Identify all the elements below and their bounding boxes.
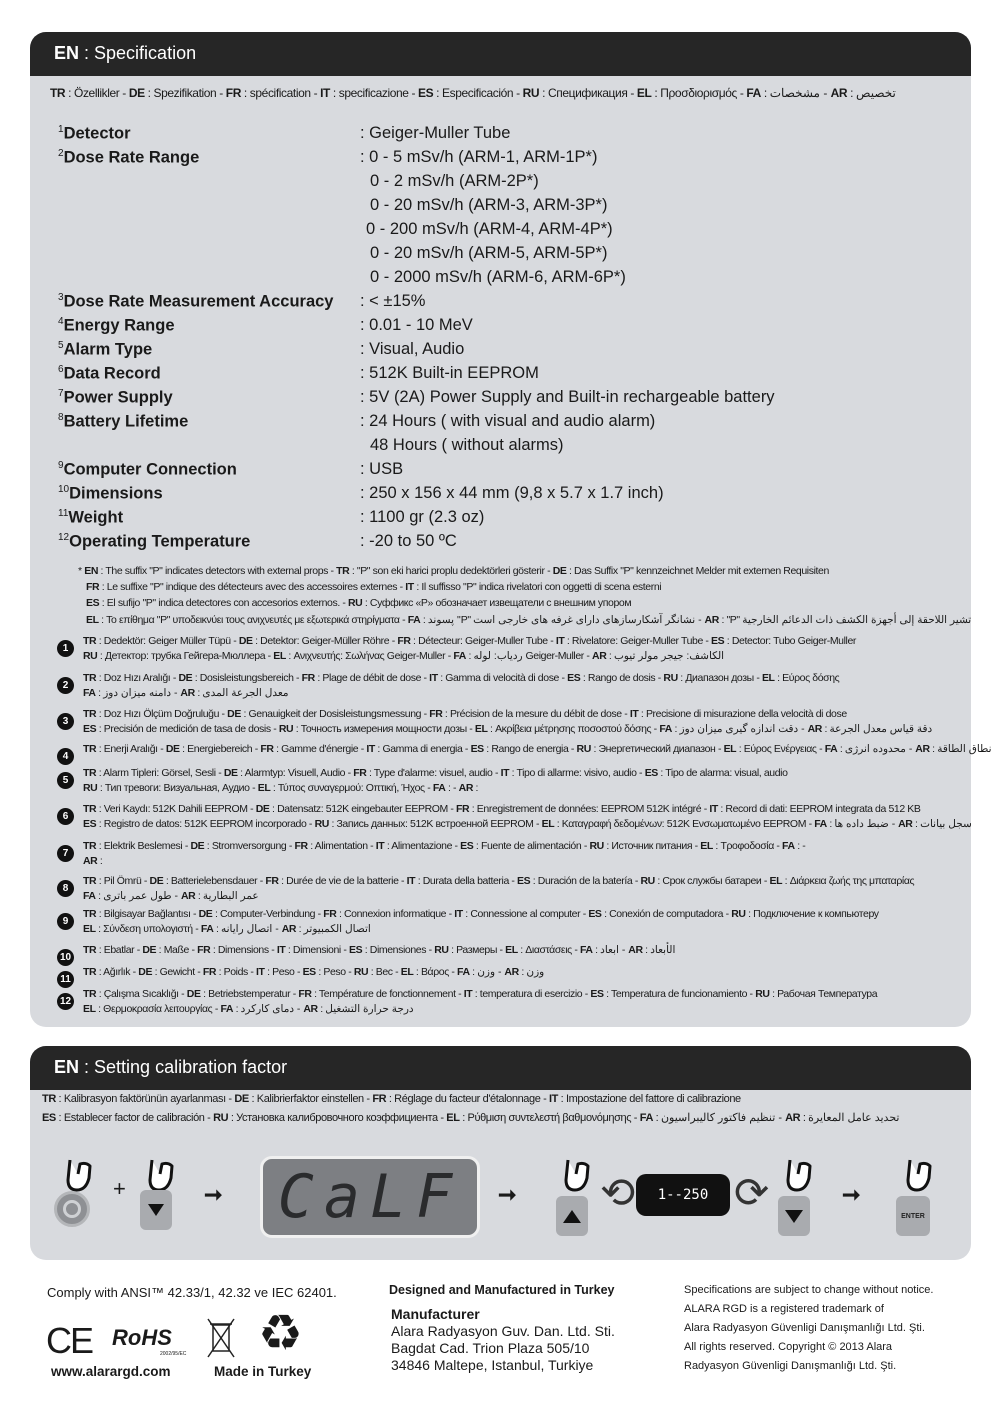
- arrow-right-icon: ➞: [842, 1182, 861, 1207]
- website[interactable]: www.alarargd.com: [51, 1364, 171, 1379]
- calibration-translation-1: TR : Kalibrasyon faktörünün ayarlanması - DE : Kalibrierfaktor einstellen - FR : Réglage du facteur d'étalonnage - IT : Impostazione del fattore di calibrazione: [42, 1093, 741, 1105]
- spec-value: [360, 196, 607, 215]
- footnote-number: 7: [58, 388, 64, 399]
- power-button[interactable]: [54, 1191, 90, 1227]
- footnote-number: 6: [58, 364, 64, 375]
- footnote-line: FA : طول عمر باتری - AR : عمر البطارية: [83, 890, 259, 902]
- footnote-line: TR : Dedektör: Geiger Müller Tüpü - DE : Detektor: Geiger-Müller Röhre - FR : Détecteur: Geiger-Muller Tube - IT : Rivelatore: Geiger-Muller Tube - ES : Detector: Tubo Geiger-Muller: [83, 635, 857, 647]
- spec-label-text: Data Record: [63, 364, 161, 383]
- spec-value-text: 0 - 200 mSv/h (ARM-4, ARM-4P*): [366, 220, 613, 238]
- footnote-number-badge: 12: [57, 993, 74, 1010]
- footnote-number: 8: [58, 412, 64, 423]
- calibration-header: EN : Setting calibration factor: [30, 1046, 971, 1090]
- spec-label-text: Dimensions: [69, 484, 163, 503]
- spec-label-text: Detector: [63, 124, 131, 143]
- spec-value: [360, 436, 563, 455]
- spec-label: [58, 292, 333, 312]
- spec-label-text: Dose Rate Range: [63, 148, 200, 167]
- spec-value-text: -20 to 50 ºC: [369, 532, 457, 550]
- colon: :: [360, 412, 370, 430]
- spec-value: [360, 148, 597, 167]
- spec-value: [360, 268, 626, 287]
- display-text: CaLF: [277, 1162, 463, 1232]
- footnote-line: TR : Bilgisayar Bağlantısı - DE : Computer-Verbindung - FR : Connexion informatique - IT : Connessione al computer - ES : Conexión de computadora - RU : Подключение к компьютеру: [83, 908, 879, 920]
- footnote-number-badge: 3: [57, 713, 74, 730]
- header-title: Setting calibration factor: [94, 1057, 288, 1077]
- spec-label: [58, 484, 163, 504]
- footnote-line: RU : Детектор: трубка Гейгера-Мюллера - EL : Ανιχνευτής: Σωλήνας Geiger-Muller - FA : ردیاب: لوله Geiger-Muller - AR : الكاشف: جيجر مولر تيوب: [83, 650, 725, 662]
- footnote-line: TR : Doz Hızı Ölçüm Doğruluğu - DE : Genauigkeit der Dosisleistungsmessung - FR : Précision de la mesure du débit de dose - IT : Precisione di misurazione della velocità di dose: [83, 708, 847, 720]
- header-title: Specification: [94, 43, 197, 63]
- manufacturer-label: Manufacturer: [391, 1306, 480, 1322]
- footnote-line: EL : Σύνδεση υπολογιστή - FA : اتصال رایانه - AR : اتصال الكمبيوتر: [83, 923, 371, 935]
- spec-value-text: Visual, Audio: [369, 340, 465, 358]
- spec-value: [360, 124, 510, 143]
- footnote-line: AR :: [83, 855, 103, 867]
- spec-label: [58, 340, 152, 360]
- range-display: 1--250: [636, 1174, 730, 1216]
- footnote-number: 1: [58, 124, 64, 135]
- spec-value-text: 0.01 - 10 MeV: [369, 316, 473, 334]
- colon: :: [360, 484, 370, 502]
- spec-value-text: 24 Hours ( with visual and audio alarm): [369, 412, 656, 430]
- spec-label-text: Battery Lifetime: [63, 412, 189, 431]
- plus-sign: +: [113, 1176, 126, 1201]
- footnote-number: 2: [58, 148, 64, 159]
- spec-value: [360, 508, 484, 527]
- spec-value-text: 0 - 5 mSv/h (ARM-1, ARM-1P*): [369, 148, 598, 166]
- arrow-right-icon: ➞: [204, 1182, 223, 1207]
- footnote-number: 3: [58, 292, 64, 303]
- spec-label: [58, 364, 161, 384]
- down-button[interactable]: [140, 1190, 172, 1230]
- address-line: 34846 Maltepe, Istanbul, Turkiye: [391, 1357, 594, 1373]
- spec-label-text: Power Supply: [63, 388, 173, 407]
- colon: :: [360, 292, 370, 310]
- spec-value: [360, 484, 664, 503]
- rohs-directive: 2002/95/EC: [160, 1351, 187, 1357]
- legal-line: ALARA RGD is a registered trademark of: [684, 1303, 884, 1315]
- spec-value: [360, 364, 539, 383]
- spec-value-text: 48 Hours ( without alarms): [370, 436, 564, 454]
- footnote-number-badge: 8: [57, 880, 74, 897]
- spec-value: [360, 220, 613, 239]
- spec-label-text: Computer Connection: [63, 460, 237, 479]
- footnote-number-badge: 5: [57, 772, 74, 789]
- suffix-note-line: EL : Το επίθημα "P" υποδεικνύει τους ανιχνευτές με εξωτερικά στηρίγματα - FA : پسوند "P" نشانگر آشکارسازهای دارای غرفه های خارجی است - AR : "P" تشير اللاحقة إلى أجهزة الكشف ذات الدعائم الخارجية: [86, 614, 972, 626]
- power-icon: [63, 1200, 81, 1218]
- footnote-number-badge: 6: [57, 808, 74, 825]
- spec-label-text: Alarm Type: [63, 340, 153, 359]
- footnote-number-badge: 2: [57, 677, 74, 694]
- enter-button[interactable]: [896, 1196, 930, 1236]
- spec-value-text: 0 - 2000 mSv/h (ARM-6, ARM-6P*): [370, 268, 626, 286]
- footnote-line: TR : Doz Hızı Aralığı - DE : Dosisleistungsbereich - FR : Plage de débit de dose - IT : Gamma di velocità di dose - ES : Rango de dosis - RU : Диапазон дозы - EL : Εύρος δόσης: [83, 672, 840, 684]
- footnote-number: 5: [58, 340, 64, 351]
- spec-value: [360, 340, 464, 359]
- spec-value-text: < ±15%: [369, 292, 426, 310]
- footnote-line: ES : Registro de datos: 512K EEPROM incorporado - RU : Запись данных: 512K встроенной EEPROM - EL : Καταγραφή δεδομένων: 512K Ενσωματωμένο EEPROM - FA : ضبط داده ها - AR : سجل بيانات: [83, 818, 972, 830]
- colon: :: [360, 124, 370, 142]
- colon: :: [360, 532, 370, 550]
- down-triangle-icon: [148, 1204, 164, 1216]
- footnote-number: 12: [58, 532, 70, 543]
- ce-logo: CE: [46, 1320, 93, 1361]
- spec-value: [360, 532, 457, 551]
- spec-label: [58, 412, 188, 432]
- designed-text: Designed and Manufactured in Turkey: [389, 1283, 615, 1297]
- legal-line: Radyasyon Güvenligi Danışmanlığı Ltd. Şti.: [684, 1360, 897, 1372]
- footnote-line: TR : Çalışma Sıcaklığı - DE : Betriebstemperatur - FR : Température de fonctionnement - IT : temperatura di esercizio - ES : Temperatura de funcionamiento - RU : Рабочая Температура: [83, 988, 878, 1000]
- spec-value: [360, 244, 607, 263]
- colon: :: [360, 508, 370, 526]
- finger-press-icon: [782, 1158, 812, 1192]
- footnote-number: 11: [58, 508, 69, 519]
- spec-value-text: USB: [369, 460, 404, 478]
- footnote-number-badge: 9: [57, 913, 74, 930]
- spec-value-text: 250 x 156 x 44 mm (9,8 x 5.7 x 1.7 inch): [369, 484, 664, 502]
- legal-line: Specifications are subject to change without notice.: [684, 1284, 934, 1296]
- arrow-right-icon: ➞: [498, 1182, 517, 1207]
- footnote-line: EL : Θερμοκρασία λειτουργίας - FA : دمای کارکرد - AR : درجة حرارة التشغيل: [83, 1003, 414, 1015]
- footnote-number: 4: [58, 316, 64, 327]
- calibration-panel: [30, 1046, 971, 1260]
- suffix-note-line: * EN : The suffix "P" indicates detectors with external props - TR : "P" son eki harici proplu dedektörleri gösterir - DE : Das Suffix "P" kennzeichnet Melder mit externen Requisiten: [78, 565, 829, 577]
- footnote-line: RU : Тип тревоги: Визуальная, Аудио - EL : Τύπος συναγερμού: Οπτική, Ήχος - FA : - AR :: [83, 782, 479, 794]
- finger-press-icon: [560, 1158, 590, 1192]
- spec-value: [360, 292, 425, 311]
- finger-press-icon: [62, 1158, 92, 1192]
- footnote-number: 10: [58, 484, 70, 495]
- suffix-note-line: ES : El sufijo "P" indica detectores con accesorios externos. - RU : Суффикс «P» обозначает извещатели с внешним упором: [86, 597, 632, 609]
- spec-value-text: Geiger-Muller Tube: [369, 124, 511, 142]
- address-line: Alara Radyasyon Guv. Dan. Ltd. Sti.: [391, 1323, 615, 1339]
- footnote-line: TR : Elektrik Beslemesi - DE : Stromversorgung - FR : Alimentation - IT : Alimentazione - ES : Fuente de alimentación - RU : Источник питания - EL : Τροφοδοσία - FA : -: [83, 840, 806, 852]
- spec-value-text: 0 - 20 mSv/h (ARM-5, ARM-5P*): [370, 244, 608, 262]
- footnote-number-badge: 7: [57, 845, 74, 862]
- spec-value: [360, 316, 473, 335]
- spec-value-text: 5V (2A) Power Supply and Built-in rechargeable battery: [369, 388, 775, 406]
- spec-label: [58, 532, 250, 552]
- colon: :: [360, 364, 370, 382]
- footnote-line: TR : Ebatlar - DE : Maße - FR : Dimensions - IT : Dimensioni - ES : Dimensiones - RU : Размеры - EL : Διαστάσεις - FA : ابعاد - AR : الأبعاد: [83, 944, 676, 956]
- up-triangle-icon: [563, 1210, 581, 1223]
- spec-label: [58, 148, 199, 168]
- footnote-line: TR : Pil Ömrü - DE : Batterielebensdauer - FR : Durée de vie de la batterie - IT : Durata della batteria - ES : Duración de la batería - RU : Срок службы батареи - EL : Διάρκεια ζωής της μπαταρίας: [83, 875, 915, 887]
- spec-value: [360, 388, 775, 407]
- suffix-note-line: FR : Le suffixe "P" indique des détecteurs avec des accessoires externes - IT : Il suffisso "P" indica rivelatori con oggetti di scena esterni: [86, 581, 662, 593]
- colon: :: [360, 388, 370, 406]
- recycle-icon: ♻: [258, 1305, 303, 1361]
- spec-label: [58, 460, 237, 480]
- finger-press-icon: [902, 1158, 932, 1192]
- spec-value: [360, 172, 539, 191]
- colon: :: [360, 148, 370, 166]
- colon: :: [360, 340, 370, 358]
- footnote-number-badge: 10: [57, 949, 74, 966]
- spec-label: [58, 124, 131, 144]
- legal-line: Alara Radyasyon Güvenligi Danışmanlığı Ltd. Şti.: [684, 1322, 925, 1334]
- header-code: EN: [54, 43, 80, 63]
- spec-value-text: 1100 gr (2.3 oz): [369, 508, 485, 526]
- spec-label-text: Operating Temperature: [69, 532, 251, 551]
- footnote-line: TR : Enerji Aralığı - DE : Energiebereich - FR : Gamme d'énergie - IT : Gamma di energia - ES : Rango de energia - RU : Энергетический диапазон - EL : Εύρος Ενέργειας - FA : محدوده انرژی - AR : نطاق الطاقة: [83, 743, 992, 755]
- finger-press-icon: [144, 1158, 174, 1192]
- footnote-line: FA : دامنه میزان دوز - AR : معدل الجرعة المدى: [83, 687, 289, 699]
- made-in: Made in Turkey: [214, 1364, 312, 1379]
- rotate-left-icon: ⟲: [600, 1169, 636, 1216]
- spec-label: [58, 508, 123, 528]
- specification-header: EN : Specification: [30, 32, 971, 76]
- spec-value-text: 0 - 2 mSv/h (ARM-2P*): [370, 172, 539, 190]
- footnote-line: TR : Alarm Tipleri: Görsel, Sesli - DE : Alarmtyp: Visuell, Audio - FR : Type d'alarme: visuel, audio - IT : Tipo di allarme: visivo, audio - ES : Tipo de alarma: visual, audio: [83, 767, 788, 779]
- spec-label: [58, 388, 173, 408]
- specification-translations: TR : Özellikler - DE : Spezifikation - FR : spécification - IT : specificazione - ES : Especificación - RU : Спецификация - EL : Προσδιορισμός - FA : مشخصات - AR : تخصيص: [50, 86, 896, 100]
- address-line: Bagdat Cad. Trion Plaza 505/10: [391, 1340, 590, 1356]
- spec-value-text: 0 - 20 mSv/h (ARM-3, ARM-3P*): [370, 196, 608, 214]
- spec-label-text: Weight: [68, 508, 124, 527]
- down-triangle-icon: [785, 1210, 803, 1223]
- rohs-logo: RoHS: [112, 1325, 172, 1350]
- up-button[interactable]: [556, 1196, 588, 1236]
- spec-value-text: 512K Built-in EEPROM: [369, 364, 539, 382]
- spec-value: [360, 460, 403, 479]
- footnote-number-badge: 11: [57, 971, 74, 988]
- header-code: EN: [54, 1057, 80, 1077]
- spec-label-text: Energy Range: [63, 316, 175, 335]
- spec-value: [360, 412, 655, 431]
- calibration-translation-2: ES : Establecer factor de calibración - RU : Установка калибровочного коэффициента - EL : Ρύθμιση συντελεστή βαθμονόμησης - FA : تنظیم فاکتور کالیبراسیون - AR : تحديد عامل المعايرة: [42, 1112, 900, 1124]
- legal-line: All rights reserved. Copyright © 2013 Alara: [684, 1341, 893, 1353]
- footnote-number-badge: 4: [57, 748, 74, 765]
- colon: :: [360, 316, 370, 334]
- footnote-number: 9: [58, 460, 64, 471]
- compliance-text: Comply with ANSI™ 42.33/1, 42.32 ve IEC 62401.: [47, 1285, 337, 1300]
- down-button[interactable]: [778, 1196, 810, 1236]
- specification-panel: [30, 32, 992, 1027]
- colon: :: [360, 460, 370, 478]
- footnote-number-badge: 1: [57, 640, 74, 657]
- footnote-line: TR : Ağırlık - DE : Gewicht - FR : Poids - IT : Peso - ES : Peso - RU : Вес - EL : Βάρος - FA : وزن - AR : وزن: [83, 966, 545, 978]
- rotate-right-icon: ⟳: [734, 1169, 770, 1216]
- footnote-line: TR : Veri Kaydı: 512K Dahili EEPROM - DE : Datensatz: 512K eingebauter EEPROM - FR : Enregistrement de données: EEPROM 512K intégré - IT : Record di dati: EEPROM integrata da 512 KB: [83, 803, 921, 815]
- footnote-line: ES : Precisión de medición de tasa de dosis - RU : Точность измерения мощности дозы - EL : Ακρίβεια μέτρησης ποσοστού δόσης - FA : دقت اندازه گیری میزان دوز - AR : دقة قياس معدل الجرعة: [83, 723, 933, 735]
- weee-bin-icon: [206, 1317, 236, 1359]
- spec-label: [58, 316, 175, 336]
- spec-label-text: Dose Rate Measurement Accuracy: [63, 292, 334, 311]
- seven-segment-display: [260, 1156, 480, 1238]
- enter-label: ENTER: [901, 1212, 925, 1220]
